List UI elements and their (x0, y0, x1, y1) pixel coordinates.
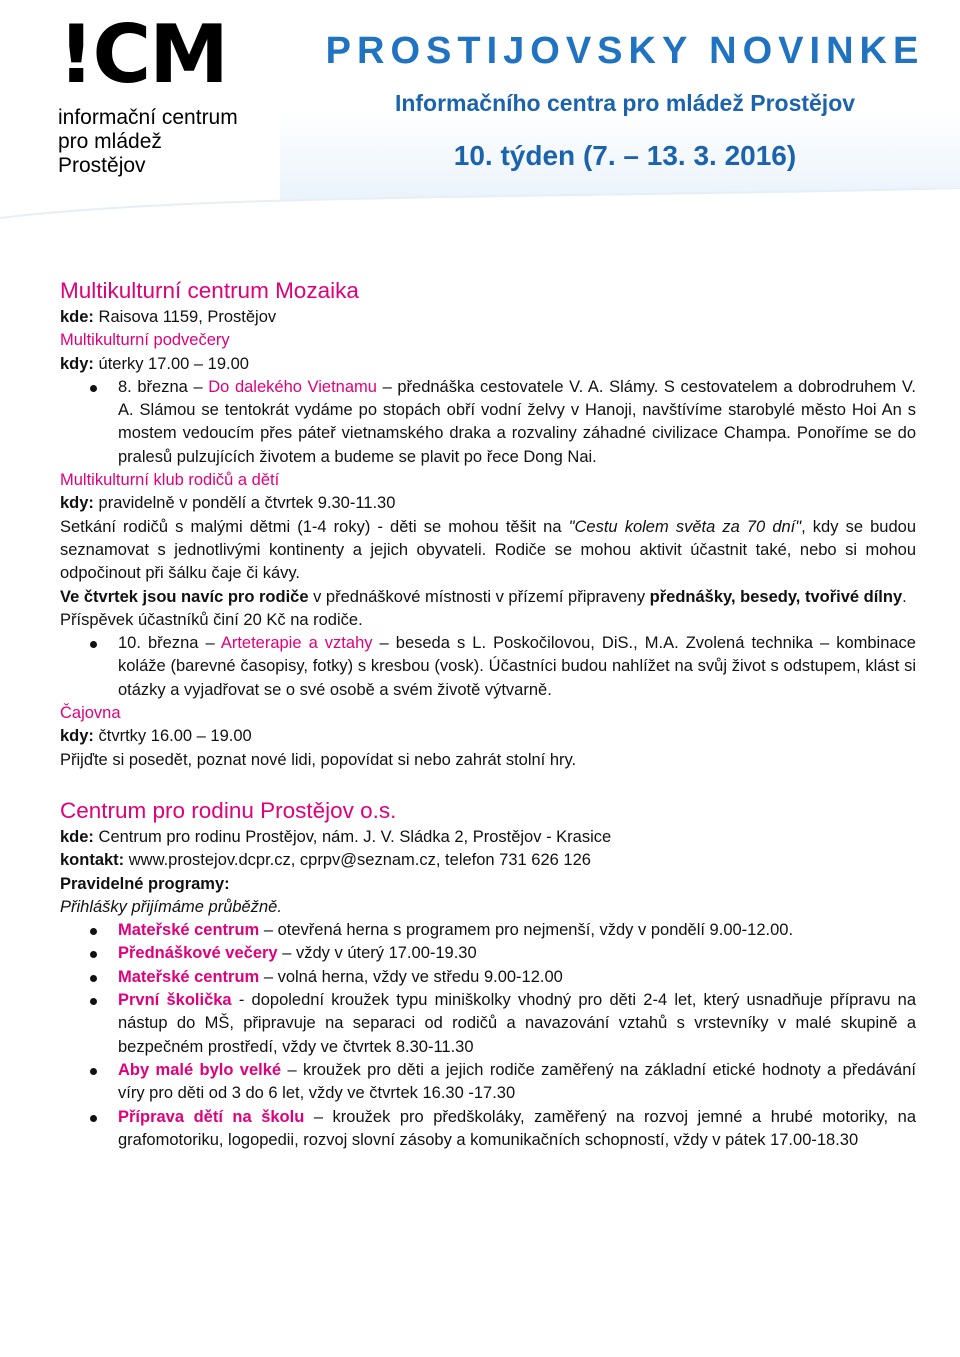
kde-value: Raisova 1159, Prostějov (93, 308, 277, 326)
event-description: – přednáška cestovatele V. A. Slámy. S cestovatelem a dobrodruhem V. A. Slámou se tentokrát vydáme po stopách obří vodní želvy v Hanoji, navštívíme starobylé město Hoi An s mostem vedoucím přes páteř vietnamského draka a rozvaliny záhadné civilizace Champa. Ponoříme se do pralesů pulzujících životem a budeme se plavit po řece Dong Nai. (118, 377, 916, 466)
kdy-label: kdy: (60, 354, 94, 373)
bullet-icon (90, 998, 97, 1005)
event-date: 10. března – (118, 634, 221, 653)
subheading-cajovna: Čajovna (60, 704, 121, 723)
section-title-mozaika: Multikulturní centrum Mozaika (60, 278, 359, 303)
newsletter-title: PROSTIJOVSKY NOVINKE (325, 30, 925, 72)
bullet-icon (90, 385, 97, 392)
paragraph (60, 586, 916, 609)
bold-text: přednášky, besedy, tvořivé dílny (649, 587, 903, 606)
bullet-icon (90, 1068, 97, 1075)
bullet-icon (90, 641, 97, 648)
kde-value: Centrum pro rodinu Prostějov, nám. J. V. Sládka 2, Prostějov - Krasice (93, 827, 612, 846)
text: , kdy se budou seznamovat s jednotlivými kontinenty a jejich obyvateli. Rodiče se mohou aktivit účastnit také, nebo si mohou odpočinout při šálku čaje či kávy. (60, 517, 916, 583)
signup-note: Přihlášky přijímáme průběžně. (60, 897, 282, 916)
program-name: Přednáškové večery (118, 944, 278, 963)
program-description: – kroužek pro předškoláky, zaměřený na rozvoj jemné a hrubé motoriky, na grafomotoriku, logopedii, rozvoj slovní zásoby a komunikačních schopností, vždy v pátek 17.00-18.30 (118, 1107, 916, 1149)
list-item (60, 989, 916, 1059)
text: v přednáškové místnosti v přízemí připraveny (308, 587, 650, 606)
text: . (902, 587, 907, 606)
kde-label: kde: (60, 827, 94, 846)
section-title-centrum: Centrum pro rodinu Prostějov o.s. (60, 797, 397, 823)
fee-line: Příspěvek účastníků činí 20 Kč na rodiče. (60, 610, 363, 629)
bullet-icon (90, 951, 97, 958)
kdy-value: čtvrtky 16.00 – 19.00 (93, 727, 252, 746)
subheading-klub: Multikulturní klub rodičů a dětí (60, 471, 280, 490)
logo-mark: !CM (58, 8, 227, 101)
location-line (60, 306, 916, 329)
kontakt-value: www.prostejov.dcpr.cz, cprpv@seznam.cz, telefon 731 626 126 (124, 851, 591, 870)
list-item (60, 1106, 916, 1153)
logo-text-line: Prostějov (58, 154, 146, 177)
content (60, 276, 916, 1152)
time-line (60, 492, 916, 515)
program-description: – kroužek pro děti a jejich rodiče zaměřený na základní etické hodnoty a předávání víry pro děti od 3 do 6 let, vždy ve čtvrtek 16.30 -17.30 (118, 1060, 916, 1103)
kde-label: kde: (60, 308, 94, 326)
text: Setkání rodičů s malými dětmi (1-4 roky) - děti se mohou těšit na (60, 517, 569, 536)
week-range: 10. týden (7. – 13. 3. 2016) (453, 140, 797, 171)
logo-text (58, 106, 258, 178)
paragraph (60, 516, 916, 586)
list-item (60, 966, 916, 989)
logo-text-line: informační centrum (58, 106, 238, 129)
program-list (60, 919, 916, 1152)
list-item (60, 1059, 916, 1106)
program-name: První školička (118, 991, 232, 1010)
programs-label: Pravidelné programy: (60, 874, 230, 893)
program-name: Mateřské centrum (118, 921, 260, 940)
time-line (60, 725, 916, 748)
subheading-podvecery: Multikulturní podvečery (60, 331, 230, 350)
list-item (60, 942, 916, 965)
list-item (60, 919, 916, 942)
list-item (60, 632, 916, 702)
newsletter-subtitle: Informačního centra pro mládež Prostějov (394, 90, 856, 116)
quote: "Cestu kolem světa za 70 dní" (568, 517, 802, 536)
bold-text: Ve čtvrtek jsou navíc pro rodiče (60, 587, 309, 606)
event-list (60, 632, 916, 702)
bullet-icon (90, 1115, 97, 1122)
header-swoosh (0, 188, 960, 258)
program-name: Mateřské centrum (118, 967, 260, 986)
location-line (60, 826, 916, 849)
logo-text-line: pro mládež (58, 130, 162, 153)
list-item (60, 376, 916, 469)
event-title: Arteterapie a vztahy (220, 634, 373, 653)
bullet-icon (90, 928, 97, 935)
kdy-label: kdy: (60, 727, 94, 746)
event-title: Do dalekého Vietnamu (208, 377, 377, 396)
time-line (60, 353, 916, 376)
bullet-icon (90, 975, 97, 982)
paragraph: Přijďte si posedět, poznat nové lidi, popovídat si nebo zahrát stolní hry. (60, 750, 577, 769)
program-name: Aby malé bylo velké (118, 1060, 282, 1079)
kdy-label: kdy: (60, 494, 94, 513)
event-date: 8. března – (118, 377, 209, 396)
icm-logo (58, 8, 258, 178)
kdy-value: pravidelně v pondělí a čtvrtek 9.30-11.30 (93, 494, 396, 513)
program-name: Příprava dětí na školu (118, 1107, 305, 1126)
event-list (60, 376, 916, 469)
kdy-value: úterky 17.00 – 19.00 (93, 354, 249, 373)
contact-line (60, 849, 916, 872)
kontakt-label: kontakt: (60, 851, 125, 870)
program-description: - dopolední kroužek typu miniškolky vhodný pro děti 2-4 let, který usnadňuje přípravu na nástup do MŠ, připravuje na separaci od rodičů a navazování vztahů s vrstevníky v malé skupině a bezpečném prostředí, vždy ve čtvrtek 8.30-11.30 (118, 991, 916, 1056)
program-description: – otevřená herna s programem pro nejmenší, vždy v pondělí 9.00-12.00. (259, 921, 794, 940)
program-description: – volná herna, vždy ve středu 9.00-12.00 (259, 967, 563, 986)
event-description: – beseda s L. Poskočilovou, DiS., M.A. Zvolená technika – kombinace koláže (barevné časopisy, fotky) s kresbou (vosk). Účastníci budou nahlížet na svůj život s odstupem, klást si otázky a vyjadřovat se o své osobě a svém životě výtvarně. (118, 634, 916, 699)
spacer (60, 772, 916, 796)
program-description: – vždy v úterý 17.00-19.30 (277, 944, 477, 963)
